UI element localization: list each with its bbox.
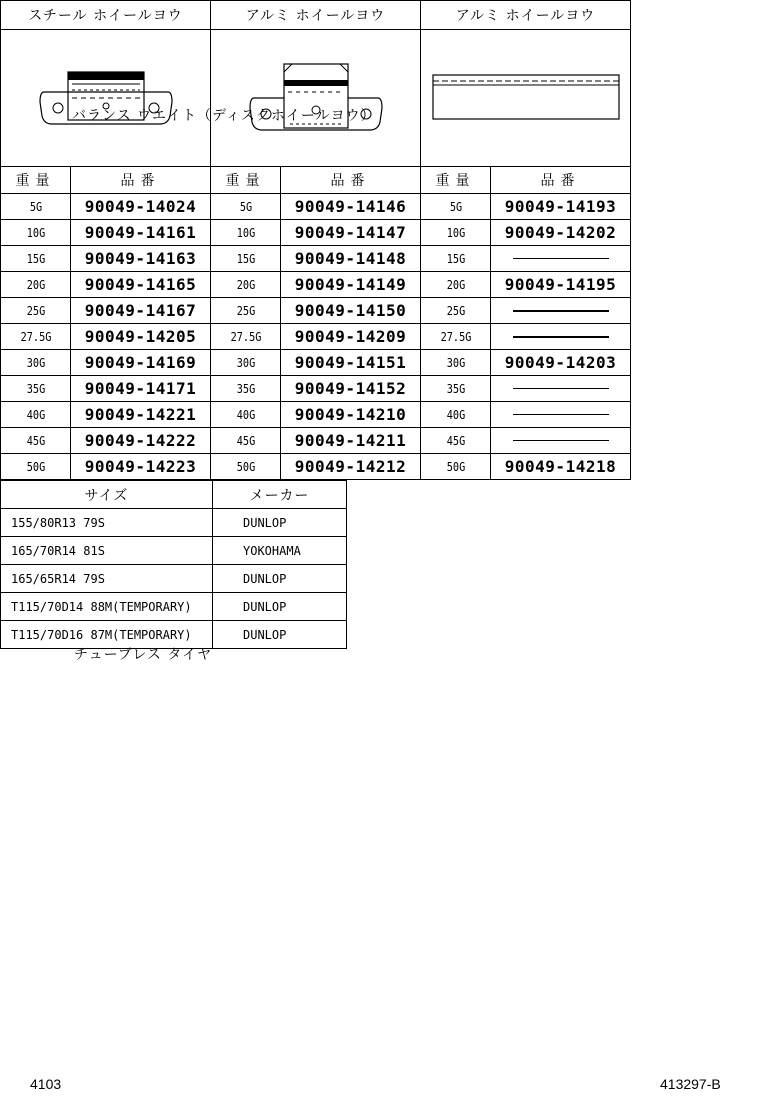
- weight-value: 40G: [426, 402, 486, 428]
- table-row: [1, 194, 631, 220]
- weight-value: 35G: [6, 376, 66, 402]
- weight-value: 27.5G: [6, 324, 66, 350]
- not-available-dash: [513, 388, 609, 389]
- part-number: 90049-14203: [491, 350, 631, 376]
- weight-value: 50G: [216, 454, 276, 480]
- part-number: 90049-14193: [491, 194, 631, 220]
- tire-maker: DUNLOP: [213, 565, 347, 593]
- part-number: [491, 324, 631, 350]
- weight-value: 35G: [216, 376, 276, 402]
- tire-maker: YOKOHAMA: [213, 537, 347, 565]
- table-row: [1, 565, 347, 593]
- table-row: [1, 537, 347, 565]
- weight-value: 27.5G: [216, 324, 276, 350]
- weight-value: 40G: [216, 402, 276, 428]
- weight-value: 15G: [216, 246, 276, 272]
- sub-header-weight: 重量: [211, 167, 281, 194]
- page-number: 4103: [30, 1076, 62, 1092]
- part-number: 90049-14209: [281, 324, 421, 350]
- weight-value: 35G: [426, 376, 486, 402]
- weight-value: 25G: [216, 298, 276, 324]
- weight-value: 15G: [6, 246, 66, 272]
- part-number: 90049-14223: [71, 454, 211, 480]
- weight-value: 5G: [426, 194, 486, 220]
- sub-header-part: 品番: [281, 167, 421, 194]
- tires-title: チューブレス タイヤ: [74, 647, 213, 663]
- part-number: 90049-14202: [491, 220, 631, 246]
- part-number: 90049-14210: [281, 402, 421, 428]
- not-available-dash: [513, 336, 609, 338]
- weight-value: 40G: [6, 402, 66, 428]
- table-row: [1, 272, 631, 298]
- not-available-dash: [513, 440, 609, 441]
- weight-value: 10G: [426, 220, 486, 246]
- sub-header-weight: 重量: [421, 167, 491, 194]
- part-number: 90049-14171: [71, 376, 211, 402]
- part-number: 90049-14148: [281, 246, 421, 272]
- weight-value: 45G: [216, 428, 276, 454]
- part-number: [491, 376, 631, 402]
- adhesive-weight-illustration: [421, 30, 631, 167]
- tire-size: 165/70R14 81S: [1, 537, 213, 565]
- weight-value: 20G: [216, 272, 276, 298]
- tire-size: 155/80R13 79S: [1, 509, 213, 537]
- part-number: 90049-14212: [281, 454, 421, 480]
- table-row: [1, 246, 631, 272]
- table-row: [1, 350, 631, 376]
- tire-size: T115/70D14 88M(TEMPORARY): [1, 593, 213, 621]
- weight-value: 5G: [216, 194, 276, 220]
- adhesive-weight-strip-icon: [431, 73, 621, 123]
- col-header-steel: スチール ホイールヨウ: [1, 1, 211, 30]
- part-number: 90049-14218: [491, 454, 631, 480]
- alloy-weight-illustration: [211, 30, 421, 167]
- part-number: 90049-14222: [71, 428, 211, 454]
- part-number: 90049-14205: [71, 324, 211, 350]
- part-number: 90049-14147: [281, 220, 421, 246]
- weight-value: 45G: [6, 428, 66, 454]
- part-number: 90049-14161: [71, 220, 211, 246]
- weight-value: 30G: [426, 350, 486, 376]
- not-available-dash: [513, 414, 609, 415]
- table-row: [1, 298, 631, 324]
- part-number: 90049-14146: [281, 194, 421, 220]
- col-header-alloy-1: アルミ ホイールヨウ: [211, 1, 421, 30]
- part-number: 90049-14151: [281, 350, 421, 376]
- weight-value: 27.5G: [426, 324, 486, 350]
- weight-value: 25G: [6, 298, 66, 324]
- part-number: 90049-14195: [491, 272, 631, 298]
- steel-weight-illustration: [1, 30, 211, 167]
- part-number: [491, 428, 631, 454]
- part-number: 90049-14221: [71, 402, 211, 428]
- weight-value: 20G: [6, 272, 66, 298]
- header-maker: メーカー: [213, 481, 347, 509]
- table-row: [1, 428, 631, 454]
- table-row: [1, 593, 347, 621]
- table-row: [1, 376, 631, 402]
- tubeless-tire-table: [0, 480, 347, 649]
- tire-size: T115/70D16 87M(TEMPORARY): [1, 621, 213, 649]
- part-number: [491, 402, 631, 428]
- part-number: 90049-14165: [71, 272, 211, 298]
- part-number: [491, 246, 631, 272]
- tire-maker: DUNLOP: [213, 509, 347, 537]
- not-available-dash: [513, 258, 609, 259]
- clip-on-weight-alloy-icon: [246, 58, 386, 138]
- weights-title: バランス ウエイト（ディスクホイールヨウ）: [72, 108, 376, 124]
- table-row: [1, 402, 631, 428]
- weight-value: 10G: [216, 220, 276, 246]
- tire-maker: DUNLOP: [213, 621, 347, 649]
- weight-value: 15G: [426, 246, 486, 272]
- sub-header-part: 品番: [491, 167, 631, 194]
- table-row: [1, 220, 631, 246]
- part-number: 90049-14150: [281, 298, 421, 324]
- tire-size: 165/65R14 79S: [1, 565, 213, 593]
- weight-value: 30G: [216, 350, 276, 376]
- part-number: 90049-14024: [71, 194, 211, 220]
- header-size: サイズ: [1, 481, 213, 509]
- document-code: 413297-B: [660, 1076, 721, 1092]
- weight-value: 50G: [6, 454, 66, 480]
- weight-value: 5G: [6, 194, 66, 220]
- part-number: [491, 298, 631, 324]
- weight-value: 25G: [426, 298, 486, 324]
- table-row: [1, 454, 631, 480]
- not-available-dash: [513, 310, 609, 312]
- part-number: 90049-14149: [281, 272, 421, 298]
- col-header-alloy-2: アルミ ホイールヨウ: [421, 1, 631, 30]
- weight-value: 50G: [426, 454, 486, 480]
- tire-maker: DUNLOP: [213, 593, 347, 621]
- weight-value: 45G: [426, 428, 486, 454]
- weight-value: 30G: [6, 350, 66, 376]
- sub-header-part: 品番: [71, 167, 211, 194]
- weight-value: 20G: [426, 272, 486, 298]
- table-row: [1, 324, 631, 350]
- part-number: 90049-14163: [71, 246, 211, 272]
- part-number: 90049-14211: [281, 428, 421, 454]
- weight-value: 10G: [6, 220, 66, 246]
- part-number: 90049-14167: [71, 298, 211, 324]
- balance-weight-table: [0, 0, 631, 480]
- part-number: 90049-14169: [71, 350, 211, 376]
- table-row: [1, 509, 347, 537]
- part-number: 90049-14152: [281, 376, 421, 402]
- sub-header-weight: 重量: [1, 167, 71, 194]
